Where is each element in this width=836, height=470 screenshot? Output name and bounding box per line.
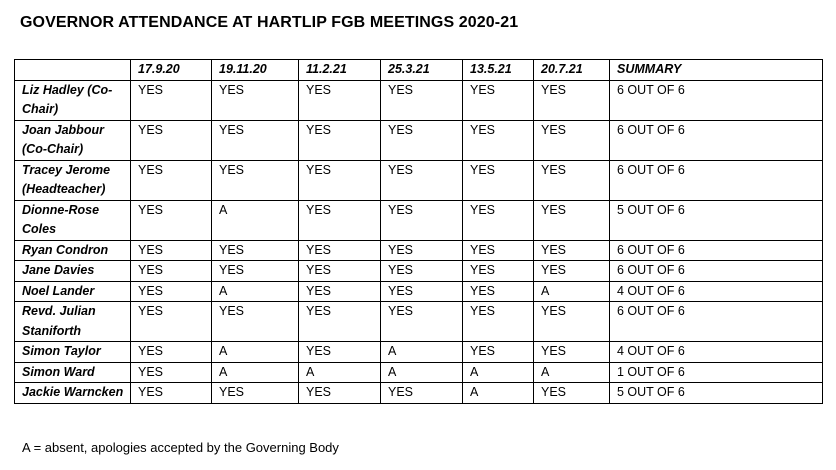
- attendance-cell: YES: [131, 200, 212, 240]
- summary-cell: 1 OUT OF 6: [610, 362, 823, 383]
- attendance-cell: YES: [463, 200, 534, 240]
- attendance-cell: YES: [299, 120, 381, 160]
- attendance-cell: A: [381, 362, 463, 383]
- attendance-cell: YES: [381, 383, 463, 404]
- attendance-cell: A: [534, 362, 610, 383]
- summary-cell: 6 OUT OF 6: [610, 261, 823, 282]
- attendance-cell: A: [299, 362, 381, 383]
- attendance-cell: A: [381, 342, 463, 363]
- table-row: [15, 80, 823, 120]
- attendance-cell: YES: [299, 80, 381, 120]
- attendance-cell: YES: [131, 342, 212, 363]
- attendance-cell: YES: [534, 80, 610, 120]
- summary-cell: 5 OUT OF 6: [610, 383, 823, 404]
- attendance-cell: YES: [212, 160, 299, 200]
- attendance-cell: YES: [131, 240, 212, 261]
- attendance-cell: YES: [131, 362, 212, 383]
- table-row: [15, 362, 823, 383]
- summary-cell: 4 OUT OF 6: [610, 281, 823, 302]
- table-row: [15, 342, 823, 363]
- attendance-cell: YES: [534, 160, 610, 200]
- attendance-cell: YES: [299, 160, 381, 200]
- summary-cell: 6 OUT OF 6: [610, 80, 823, 120]
- attendance-cell: YES: [381, 120, 463, 160]
- attendance-cell: YES: [212, 302, 299, 342]
- attendance-cell: A: [212, 281, 299, 302]
- attendance-cell: YES: [131, 120, 212, 160]
- attendance-cell: YES: [381, 200, 463, 240]
- attendance-cell: A: [212, 342, 299, 363]
- attendance-cell: YES: [534, 120, 610, 160]
- header-cell-date: 19.11.20: [212, 60, 299, 81]
- governor-name-cell: Tracey Jerome (Headteacher): [15, 160, 131, 200]
- attendance-cell: YES: [131, 261, 212, 282]
- attendance-cell: A: [212, 200, 299, 240]
- attendance-cell: YES: [131, 383, 212, 404]
- header-cell-date: 17.9.20: [131, 60, 212, 81]
- attendance-cell: A: [463, 362, 534, 383]
- attendance-cell: YES: [131, 302, 212, 342]
- attendance-cell: YES: [463, 342, 534, 363]
- attendance-cell: YES: [463, 80, 534, 120]
- header-cell-date: 11.2.21: [299, 60, 381, 81]
- attendance-cell: YES: [463, 261, 534, 282]
- attendance-cell: YES: [534, 240, 610, 261]
- table-row: [15, 383, 823, 404]
- attendance-cell: YES: [463, 281, 534, 302]
- summary-cell: 6 OUT OF 6: [610, 240, 823, 261]
- table-row: [15, 200, 823, 240]
- header-cell-date: 25.3.21: [381, 60, 463, 81]
- attendance-cell: YES: [299, 281, 381, 302]
- attendance-cell: YES: [299, 383, 381, 404]
- table-row: [15, 160, 823, 200]
- table-row: [15, 240, 823, 261]
- summary-cell: 6 OUT OF 6: [610, 120, 823, 160]
- attendance-cell: YES: [381, 302, 463, 342]
- summary-cell: 4 OUT OF 6: [610, 342, 823, 363]
- attendance-cell: YES: [299, 261, 381, 282]
- attendance-cell: A: [534, 281, 610, 302]
- governor-name-cell: Jane Davies: [15, 261, 131, 282]
- attendance-cell: YES: [534, 200, 610, 240]
- attendance-cell: YES: [299, 302, 381, 342]
- attendance-cell: YES: [463, 302, 534, 342]
- table-row: [15, 261, 823, 282]
- governor-name-cell: Joan Jabbour (Co-Chair): [15, 120, 131, 160]
- table-row: [15, 120, 823, 160]
- attendance-cell: YES: [131, 80, 212, 120]
- attendance-cell: YES: [212, 240, 299, 261]
- attendance-cell: A: [463, 383, 534, 404]
- attendance-cell: YES: [463, 240, 534, 261]
- attendance-cell: YES: [212, 383, 299, 404]
- attendance-cell: YES: [463, 120, 534, 160]
- attendance-cell: A: [212, 362, 299, 383]
- governor-name-cell: Revd. Julian Staniforth: [15, 302, 131, 342]
- legend-note: A = absent, apologies accepted by the Governing Body: [22, 440, 339, 455]
- table-row: [15, 281, 823, 302]
- attendance-table: [14, 59, 823, 404]
- governor-name-cell: Ryan Condron: [15, 240, 131, 261]
- attendance-cell: YES: [463, 160, 534, 200]
- attendance-cell: YES: [381, 80, 463, 120]
- attendance-cell: YES: [381, 240, 463, 261]
- table-header-row: [15, 60, 823, 81]
- attendance-cell: YES: [534, 342, 610, 363]
- table-row: [15, 302, 823, 342]
- attendance-cell: YES: [131, 160, 212, 200]
- attendance-cell: YES: [381, 281, 463, 302]
- attendance-cell: YES: [534, 261, 610, 282]
- summary-cell: 6 OUT OF 6: [610, 302, 823, 342]
- governor-name-cell: Simon Ward: [15, 362, 131, 383]
- attendance-cell: YES: [212, 261, 299, 282]
- attendance-cell: YES: [299, 240, 381, 261]
- attendance-cell: YES: [299, 200, 381, 240]
- attendance-cell: YES: [212, 120, 299, 160]
- attendance-cell: YES: [131, 281, 212, 302]
- attendance-cell: YES: [534, 383, 610, 404]
- page-title: GOVERNOR ATTENDANCE AT HARTLIP FGB MEETINGS 2020-21: [20, 14, 519, 31]
- attendance-cell: YES: [381, 261, 463, 282]
- attendance-cell: YES: [381, 160, 463, 200]
- governor-name-cell: Noel Lander: [15, 281, 131, 302]
- governor-name-cell: Jackie Warncken: [15, 383, 131, 404]
- attendance-cell: YES: [212, 80, 299, 120]
- attendance-cell: YES: [534, 302, 610, 342]
- header-cell-date: 20.7.21: [534, 60, 610, 81]
- header-cell-summary: SUMMARY: [610, 60, 823, 81]
- header-cell-date: 13.5.21: [463, 60, 534, 81]
- attendance-cell: YES: [299, 342, 381, 363]
- summary-cell: 5 OUT OF 6: [610, 200, 823, 240]
- governor-name-cell: Simon Taylor: [15, 342, 131, 363]
- governor-name-cell: Liz Hadley (Co-Chair): [15, 80, 131, 120]
- header-cell-name: [15, 60, 131, 81]
- governor-name-cell: Dionne-Rose Coles: [15, 200, 131, 240]
- summary-cell: 6 OUT OF 6: [610, 160, 823, 200]
